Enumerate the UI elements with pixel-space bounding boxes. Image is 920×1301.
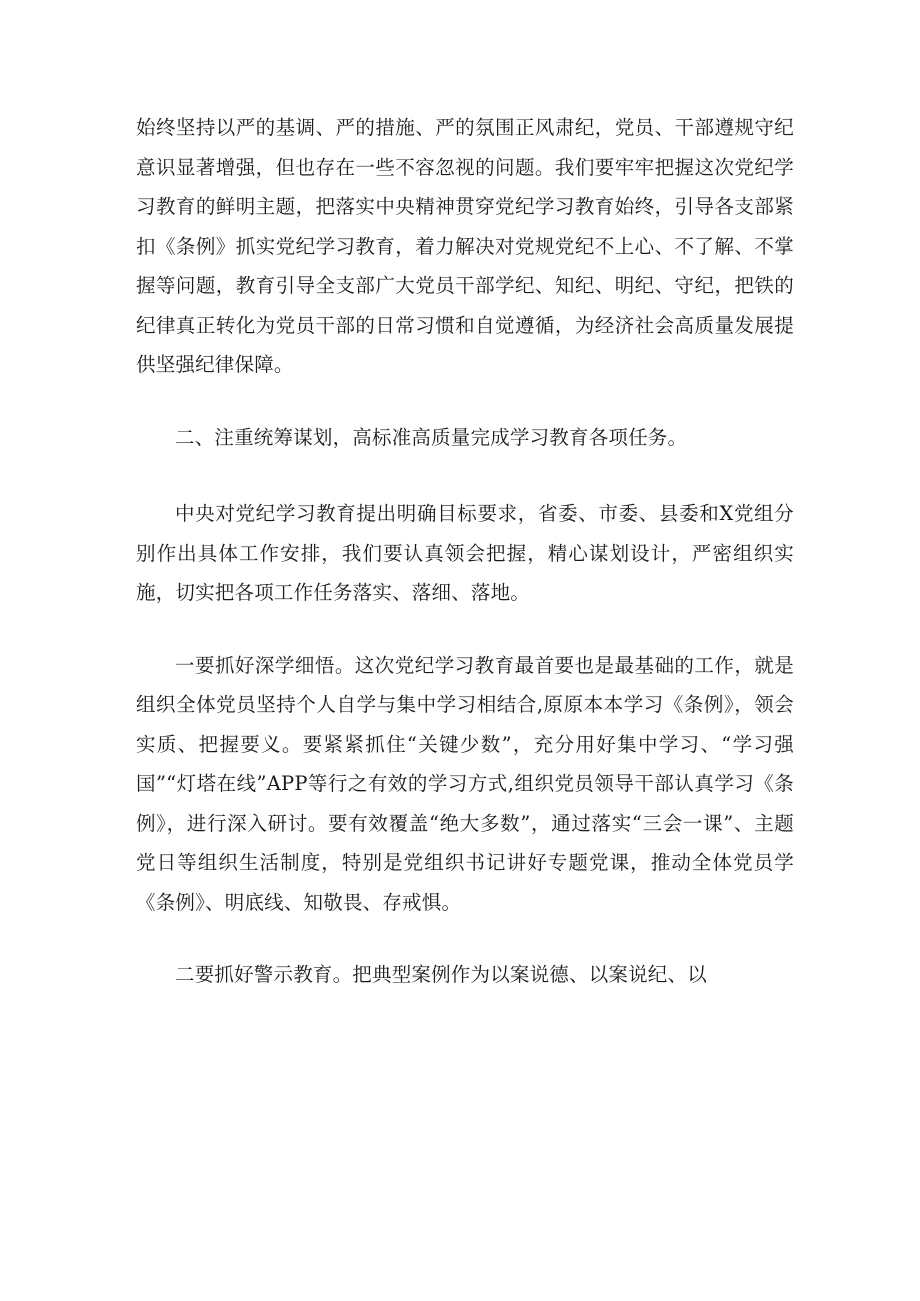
paragraph-deep-study: 一要抓好深学细悟。这次党纪学习教育最首要也是最基础的工作，就是组织全体党员坚持个人自学与集中学习相结合,原原本本学习《条例》，领会实质、把握要义。要紧紧抓住“关键少数”，充分用好集中学习、“学习强国”“灯塔在线”APP等行之有效的学习方式,组织党员领导干部认真学习《条例》，进行深入研讨。要有效覆盖“绝大多数”，通过落实“三会一课”、主题党日等组织生活制度，特别是党组织书记讲好专题党课，推动全体党员学《条例》、明底线、知敬畏、存戒惧。	[136, 653, 794, 914]
paragraph-warning-education: 二要抓好警示教育。把典型案例作为以案说德、以案说纪、以	[175, 963, 707, 986]
section-heading-2: 二、注重统筹谋划，高标准高质量完成学习教育各项任务。	[175, 425, 688, 449]
document-body	[136, 108, 794, 995]
paragraph-central-requirements: 中央对党纪学习教育提出明确目标要求，省委、市委、县委和X党组分别作出具体工作安排，我们要认真领会把握，精心谋划设计，严密组织实施，切实把各项工作任务落实、落细、落地。	[136, 502, 794, 604]
paragraph-continuation: 始终坚持以严的基调、严的措施、严的氛围正风肃纪，党员、干部遵规守纪意识显著增强，但也存在一些不容忽视的问题。我们要牢牢把握这次党纪学习教育的鲜明主题，把落实中央精神贯穿党纪学习教育始终，引导各支部紧扣《条例》抓实党纪学习教育，着力解决对党规党纪不上心、不了解、不掌握等问题，教育引导全支部广大党员干部学纪、知纪、明纪、守纪，把铁的纪律真正转化为党员干部的日常习惯和自觉遵循，为经济社会高质量发展提供坚强纪律保障。	[136, 116, 794, 376]
